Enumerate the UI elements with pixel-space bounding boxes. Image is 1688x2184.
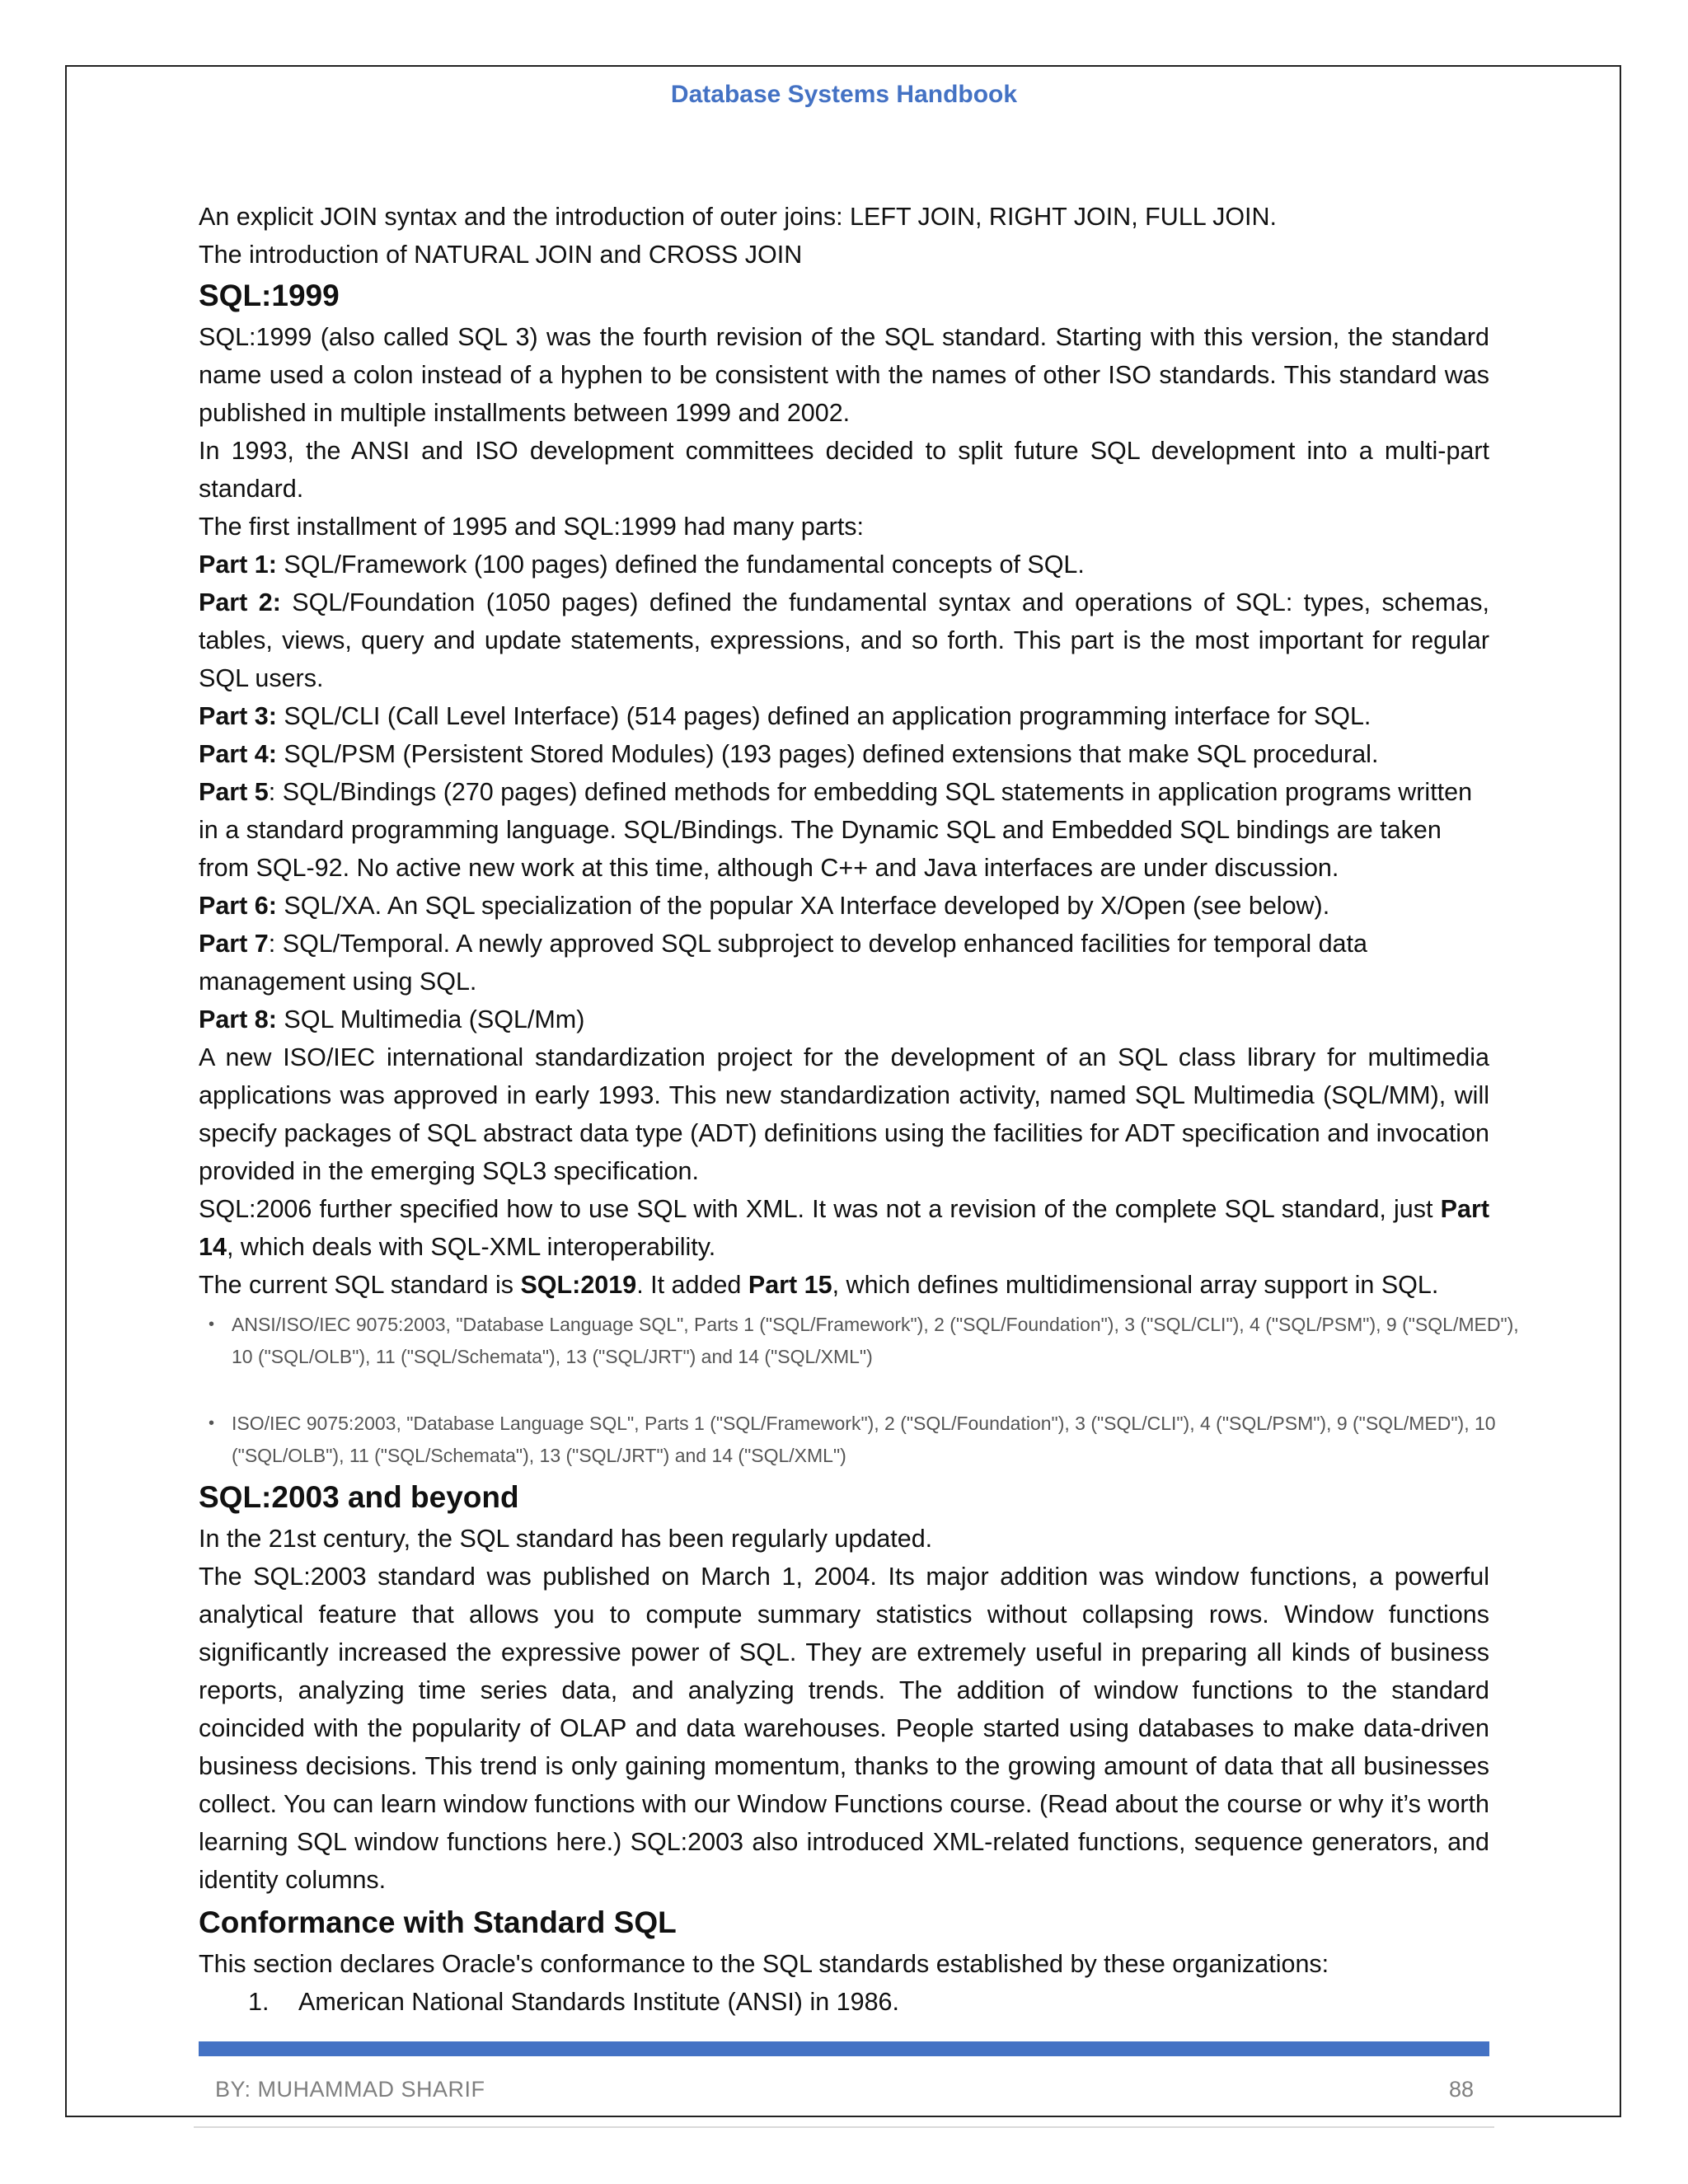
bold-term: SQL:2019 [520, 1271, 637, 1299]
footer-author: BY: MUHAMMAD SHARIF [215, 2077, 485, 2102]
page-number: 88 [1449, 2077, 1475, 2102]
list-number: 1. [248, 1988, 270, 2016]
part-item [199, 735, 1489, 773]
paragraph: SQL:2006 further specified how to use SQL with XML. It was not a revision of the complete SQL standard, just Part 14, which deals with SQL-XML interoperability. [199, 1195, 1489, 1261]
part-item [199, 1001, 1489, 1038]
part-text: SQL/Foundation (1050 pages) defined the fundamental syntax and operations of SQL: types, schemas, tables, views, query and update statements, expressions, and so forth. This part is the most important for regular SQL users. [199, 588, 1489, 692]
part-label: Part 3: [199, 702, 277, 730]
section-heading-sql2003: SQL:2003 and beyond [199, 1480, 519, 1514]
paragraph: This section declares Oracle's conformance to the SQL standards established by these organizations: [199, 1950, 1329, 1978]
part-label: Part 8: [199, 1005, 277, 1033]
page-content [199, 198, 1519, 2021]
part-label: Part 7 [199, 930, 269, 958]
bullet-icon: • [209, 1414, 215, 1432]
reference-item: • ISO/IEC 9075:2003, "Database Language SQL", Parts 1 ("SQL/Framework"), 2 ("SQL/Foundation"), 3 ("SQL/CLI"), 4 ("SQL/PSM"), 9 ("SQL/MED"), 10 ("SQL/OLB"), 11 ("SQL/Schemata"), 13 ("SQL/JRT") and 14 ("SQL/XML") [199, 1408, 1519, 1472]
paragraph: In the 21st century, the SQL standard has been regularly updated. [199, 1525, 933, 1553]
footer-divider [194, 2126, 1494, 2128]
paragraph: SQL:1999 (also called SQL 3) was the fourth revision of the SQL standard. Starting with this version, the standard name used a colon instead of a hyphen to be consistent with the names of other ISO standards. This standard was published in multiple installments between 1999 and 2002. [199, 323, 1489, 427]
paragraph: The SQL:2003 standard was published on March 1, 2004. Its major addition was window functions, a powerful analytical feature that allows you to compute summary statistics without collapsing rows. Window functions significantly increased the expressive power of SQL. They are extremely useful in preparing all kinds of business reports, analyzing time series data, and analyzing trends. The addition of window functions to the standard coincided with the popularity of OLAP and data warehouses. People started using databases to make data-driven business decisions. This trend is only gaining momentum, thanks to the growing amount of data that all businesses collect. You can learn window functions with our Window Functions course. (Read about the course or why it’s worth learning SQL window functions here.) SQL:2003 also introduced XML-related functions, sequence generators, and identity columns. [199, 1563, 1489, 1894]
part-item [199, 887, 1489, 925]
section-heading-conformance: Conformance with Standard SQL [199, 1905, 677, 1939]
part-label: Part 5 [199, 778, 269, 806]
part-item [199, 773, 1489, 887]
ordered-list [199, 1983, 1489, 2021]
paragraph: The current SQL standard is SQL:2019. It added Part 15, which defines multidimensional array support in SQL. [199, 1271, 1439, 1299]
reference-list [199, 1309, 1519, 1472]
part-text: SQL Multimedia (SQL/Mm) [276, 1005, 585, 1033]
part-label: Part 6: [199, 892, 277, 920]
part-item [199, 546, 1489, 583]
bullet-icon: • [209, 1315, 215, 1333]
paragraph: A new ISO/IEC international standardization project for the development of an SQL class library for multimedia applications was approved in early 1993. This new standardization activity, named SQL Multimedia (SQL/MM), will specify packages of SQL abstract data type (ADT) definitions using the facilities for ADT specification and invocation provided in the emerging SQL3 specification. [199, 1043, 1489, 1185]
part-item [199, 925, 1489, 1001]
paragraph: In 1993, the ANSI and ISO development committees decided to split future SQL development into a multi-part standard. [199, 437, 1489, 503]
part-label: Part 2: [199, 588, 281, 616]
bold-term: Part 15 [748, 1271, 832, 1299]
part-text: : SQL/Temporal. A newly approved SQL subproject to develop enhanced facilities for temporal data management using SQL. [199, 930, 1367, 996]
part-text: SQL/Framework (100 pages) defined the fundamental concepts of SQL. [276, 551, 1085, 579]
running-header: Database Systems Handbook [670, 81, 1018, 108]
list-item: 1. American National Standards Institute (ANSI) in 1986. [199, 1983, 1489, 2021]
part-label: Part 1: [199, 551, 277, 579]
paragraph: The first installment of 1995 and SQL:1999 had many parts: [199, 513, 865, 541]
part-text: SQL/CLI (Call Level Interface) (514 pages) defined an application programming interface for SQL. [276, 702, 1372, 730]
part-text: SQL/PSM (Persistent Stored Modules) (193 pages) defined extensions that make SQL procedural. [276, 740, 1379, 768]
part-item [199, 583, 1489, 697]
part-item [199, 697, 1489, 735]
part-text: SQL/XA. An SQL specialization of the popular XA Interface developed by X/Open (see below). [276, 892, 1330, 920]
footer-accent-bar [199, 2041, 1489, 2056]
part-label: Part 4: [199, 740, 277, 768]
paragraph: An explicit JOIN syntax and the introduction of outer joins: LEFT JOIN, RIGHT JOIN, FULL JOIN. [199, 203, 1278, 231]
section-heading-sql1999: SQL:1999 [199, 279, 340, 312]
paragraph: The introduction of NATURAL JOIN and CROSS JOIN [199, 241, 803, 269]
reference-item: • ANSI/ISO/IEC 9075:2003, "Database Language SQL", Parts 1 ("SQL/Framework"), 2 ("SQL/Foundation"), 3 ("SQL/CLI"), 4 ("SQL/PSM"), 9 ("SQL/MED"), 10 ("SQL/OLB"), 11 ("SQL/Schemata"), 13 ("SQL/JRT") and 14 ("SQL/XML") [199, 1309, 1519, 1373]
part-text: : SQL/Bindings (270 pages) defined methods for embedding SQL statements in application programs written in a standard programming language. SQL/Bindings. The Dynamic SQL and Embedded SQL bindings are taken from SQL-92. No active new work at this time, although C++ and Java interfaces are under discussion. [199, 778, 1473, 882]
bold-term: Part 14 [199, 1195, 1489, 1261]
